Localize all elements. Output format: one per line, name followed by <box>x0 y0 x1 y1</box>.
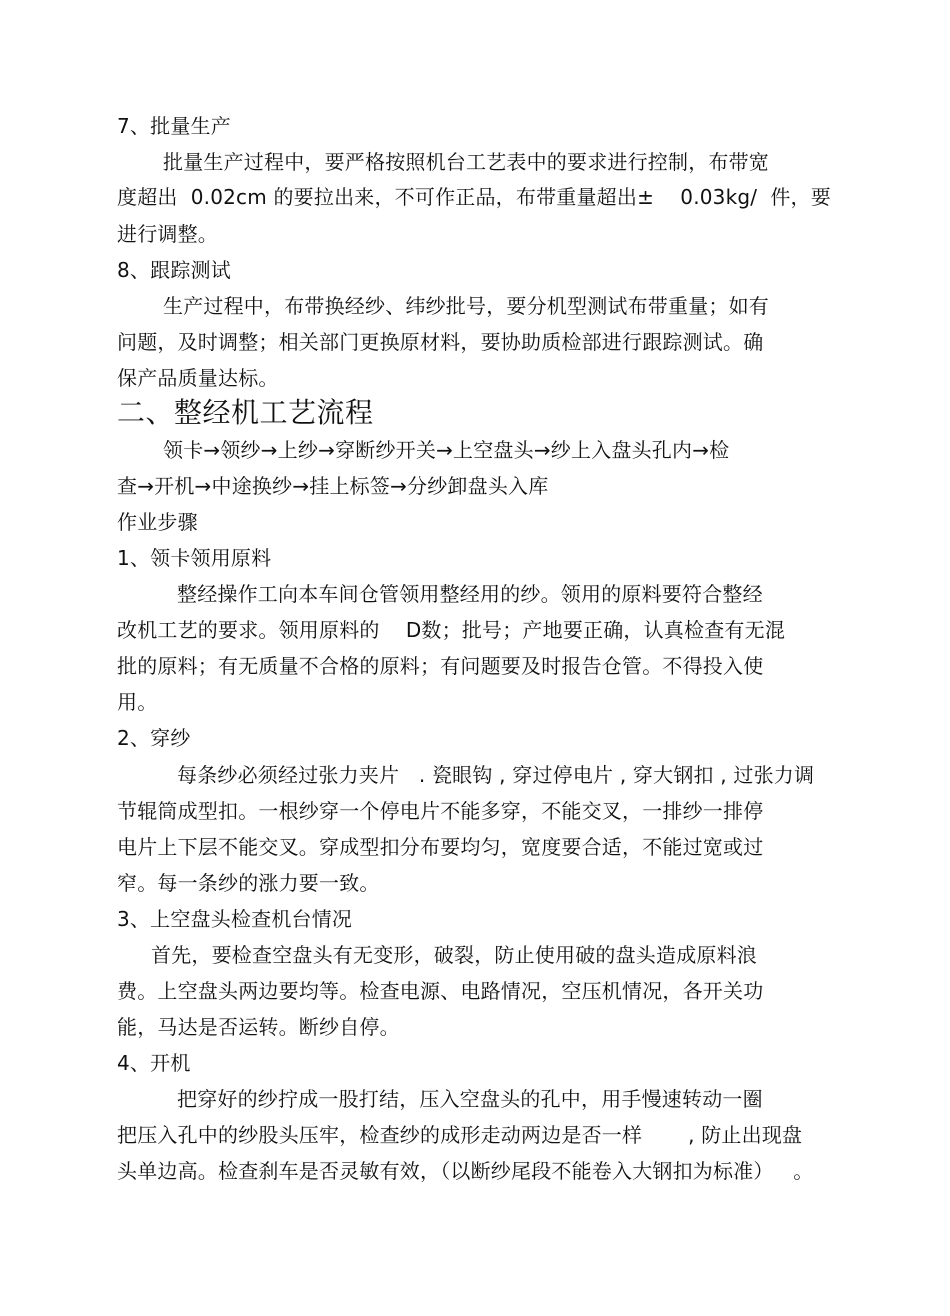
step-1-line-4: 用。 <box>117 690 158 714</box>
step-1-heading: 1、领卡领用原料 <box>117 546 272 570</box>
step-1-line-3: 批的原料；有无质量不合格的原料；有问题要及时报告仓管。不得投入使 <box>117 654 764 678</box>
flow-line-1: 领卡→领纱→上纱→穿断纱开关→上空盘头→纱上入盘头孔内→检 <box>163 438 730 462</box>
step-2-line-4: 窄。每一条纱的涨力要一致。 <box>117 871 380 895</box>
step-4-heading: 4、开机 <box>117 1051 191 1075</box>
flow-line-2: 查→开机→中途换纱→挂上标签→分纱卸盘头入库 <box>117 474 549 498</box>
step-2-line-1: 每条纱必须经过张力夹片 . 瓷眼钩 , 穿过停电片 , 穿大钢扣 , 过张力调 <box>177 763 815 787</box>
section-7-line-3: 进行调整。 <box>117 222 218 246</box>
step-1-line-2: 改机工艺的要求。领用原料的 D数；批号；产地要正确，认真检查有无混 <box>117 618 786 642</box>
step-2-line-3: 电片上下层不能交叉。穿成型扣分布要均匀，宽度要合适，不能过宽或过 <box>117 835 764 859</box>
step-3-heading: 3、上空盘头检查机台情况 <box>117 907 353 931</box>
section-7-line-2: 度超出 0.02cm 的要拉出来，不可作正品，布带重量超出± 0.03kg/ 件，要 <box>117 185 831 209</box>
section-7-line-1: 批量生产过程中，要严格按照机台工艺表中的要求进行控制，布带宽 <box>163 150 769 174</box>
section-8-line-1: 生产过程中，布带换经纱、纬纱批号，要分机型测试布带重量；如有 <box>163 294 769 318</box>
steps-title: 作业步骤 <box>117 510 198 534</box>
step-2-line-2: 节辊筒成型扣。一根纱穿一个停电片不能多穿，不能交叉，一排纱一排停 <box>117 799 764 823</box>
section-8-line-2: 问题，及时调整；相关部门更换原材料，要协助质检部进行跟踪测试。确 <box>117 330 764 354</box>
step-1-line-1: 整经操作工向本车间仓管领用整经用的纱。领用的原料要符合整经 <box>177 582 763 606</box>
step-4-line-2: 把压入孔中的纱股头压牢，检查纱的成形走动两边是否一样 , 防止出现盘 <box>117 1123 803 1147</box>
step-3-line-1: 首先，要检查空盘头有无变形，破裂，防止使用破的盘头造成原料浪 <box>151 943 757 967</box>
step-3-line-2: 费。上空盘头两边要均等。检查电源、电路情况，空压机情况，各开关功 <box>117 979 764 1003</box>
step-2-heading: 2、穿纱 <box>117 726 191 750</box>
step-3-line-3: 能，马达是否运转。断纱自停。 <box>117 1015 400 1039</box>
section-7-heading: 7、批量生产 <box>117 114 231 138</box>
step-4-line-1: 把穿好的纱拧成一股打结，压入空盘头的孔中，用手慢速转动一圈 <box>177 1087 763 1111</box>
section-8-line-3: 保产品质量达标。 <box>117 366 279 390</box>
part-2-title: 二、整经机工艺流程 <box>117 396 374 429</box>
section-8-heading: 8、跟踪测试 <box>117 258 231 282</box>
step-4-line-3: 头单边高。检查刹车是否灵敏有效，（以断纱尾段不能卷入大钢扣为标准） 。 <box>117 1159 814 1183</box>
